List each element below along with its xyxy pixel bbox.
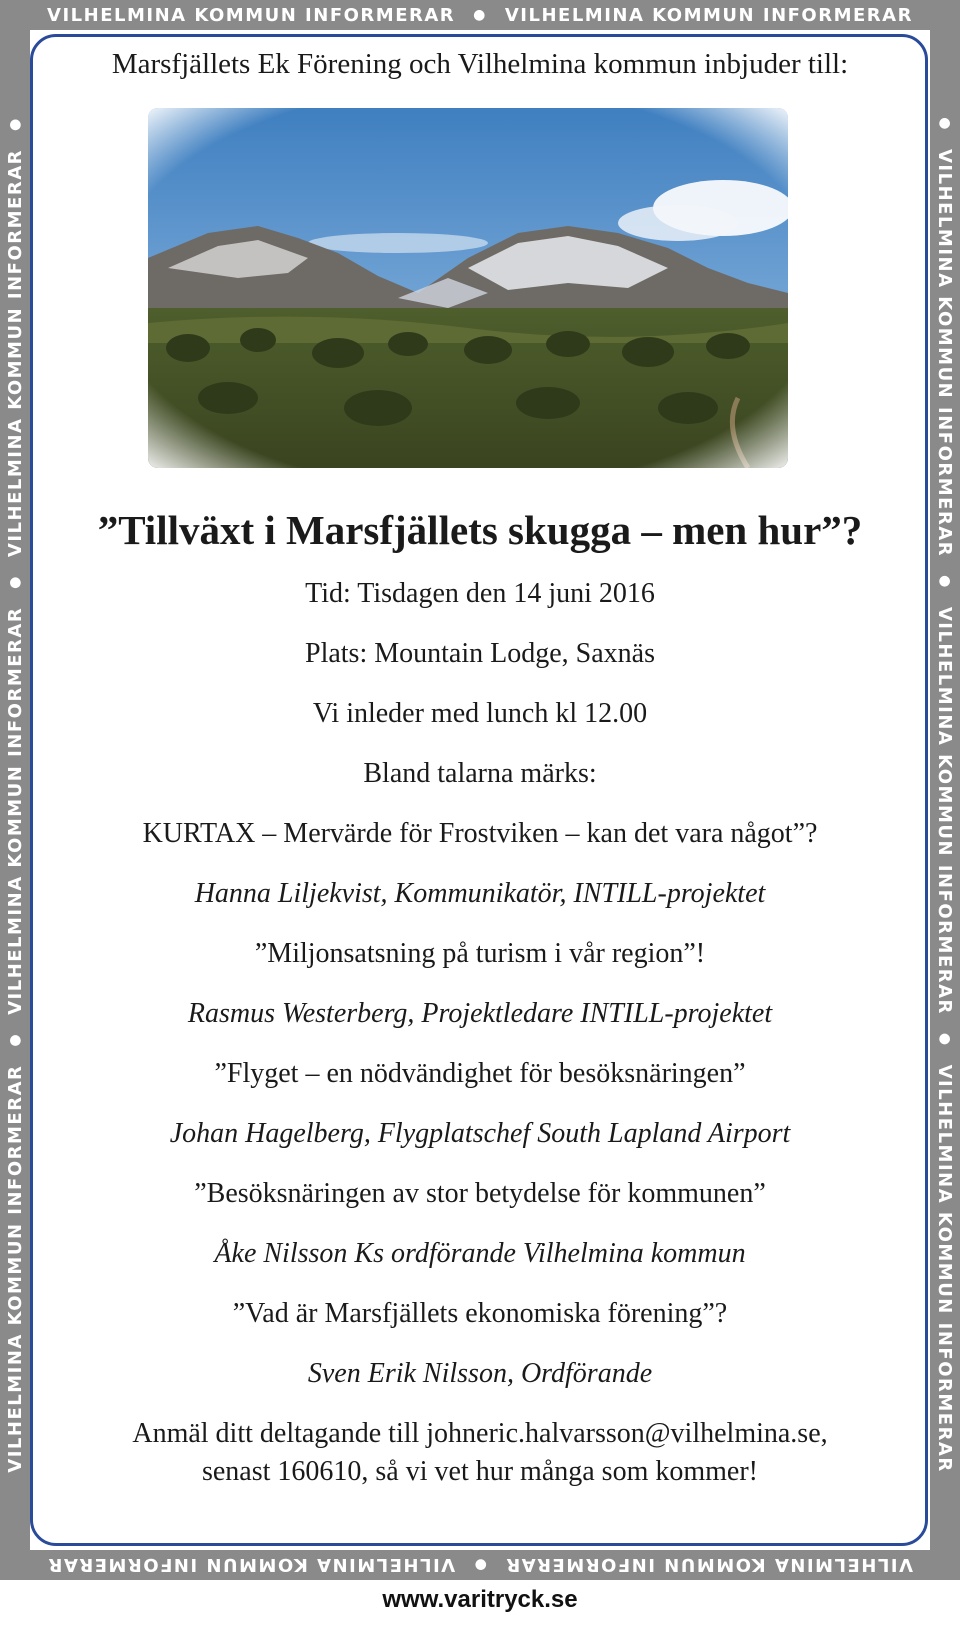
- band-text: VILHELMINA KOMMUN INFORMERAR: [47, 4, 456, 26]
- bullet-icon: ●: [7, 117, 23, 131]
- talk-speaker: Rasmus Westerberg, Projektledare INTILL-projektet: [187, 998, 773, 1029]
- talk-title: KURTAX – Mervärde för Frostviken – kan det vara något”?: [142, 818, 818, 849]
- talk-speaker: Åke Nilsson Ks ordförande Vilhelmina kommun: [214, 1238, 746, 1269]
- talk-title: ”Flyget – en nödvändighet för besöksnäringen”: [214, 1058, 746, 1089]
- printer-url: www.varitryck.se: [382, 1586, 578, 1613]
- bullet-icon: ●: [473, 1557, 487, 1573]
- bullet-icon: ●: [7, 1032, 23, 1047]
- band-text: VILHELMINA KOMMUN INFORMERAR: [4, 606, 26, 1015]
- event-place: Plats: Mountain Lodge, Saxnäs: [305, 638, 655, 669]
- band-text: VILHELMINA KOMMUN INFORMERAR: [504, 1554, 913, 1576]
- event-lunch: Vi inleder med lunch kl 12.00: [312, 698, 648, 729]
- band-text: VILHELMINA KOMMUN INFORMERAR: [934, 149, 956, 558]
- band-text: VILHELMINA KOMMUN INFORMERAR: [4, 1064, 26, 1473]
- band-text: VILHELMINA KOMMUN INFORMERAR: [934, 1064, 956, 1473]
- talk-title: ”Besöksnäringen av stor betydelse för kommunen”: [194, 1178, 766, 1209]
- talk-speaker: Johan Hagelberg, Flygplatschef South Lapland Airport: [169, 1118, 791, 1149]
- bullet-icon: ●: [937, 1032, 953, 1047]
- talk-speaker: Hanna Liljekvist, Kommunikatör, INTILL-projektet: [194, 878, 766, 909]
- bullet-icon: ●: [473, 7, 487, 23]
- bullet-icon: ●: [7, 575, 23, 589]
- border-band-right: [930, 0, 960, 1580]
- signup-line-2: senast 160610, så vi vet hur många som kommer!: [201, 1456, 758, 1487]
- band-text: VILHELMINA KOMMUN INFORMERAR: [504, 4, 913, 26]
- mountain-landscape-photo: [148, 108, 788, 468]
- band-text: VILHELMINA KOMMUN INFORMERAR: [47, 1554, 456, 1576]
- event-headline: ”Tillväxt i Marsfjällets skugga – men hur”?: [97, 507, 863, 553]
- border-band-left: [0, 0, 30, 1580]
- border-band-top: [0, 0, 960, 30]
- intro-text: Marsfjällets Ek Förening och Vilhelmina kommun inbjuder till:: [111, 48, 849, 80]
- talk-speaker: Sven Erik Nilsson, Ordförande: [307, 1358, 653, 1389]
- band-text: VILHELMINA KOMMUN INFORMERAR: [4, 149, 26, 558]
- band-text: VILHELMINA KOMMUN INFORMERAR: [934, 606, 956, 1015]
- signup-line-1: Anmäl ditt deltagande till johneric.halvarsson@vilhelmina.se,: [132, 1418, 828, 1449]
- speakers-heading: Bland talarna märks:: [363, 758, 597, 789]
- talk-title: ”Miljonsatsning på turism i vår region”!: [254, 938, 706, 969]
- border-band-bottom: [0, 1550, 960, 1580]
- talk-title: ”Vad är Marsfjällets ekonomiska förening”?: [232, 1298, 728, 1329]
- event-time: Tid: Tisdagen den 14 juni 2016: [305, 578, 655, 609]
- bullet-icon: ●: [937, 575, 953, 589]
- bullet-icon: ●: [937, 117, 953, 131]
